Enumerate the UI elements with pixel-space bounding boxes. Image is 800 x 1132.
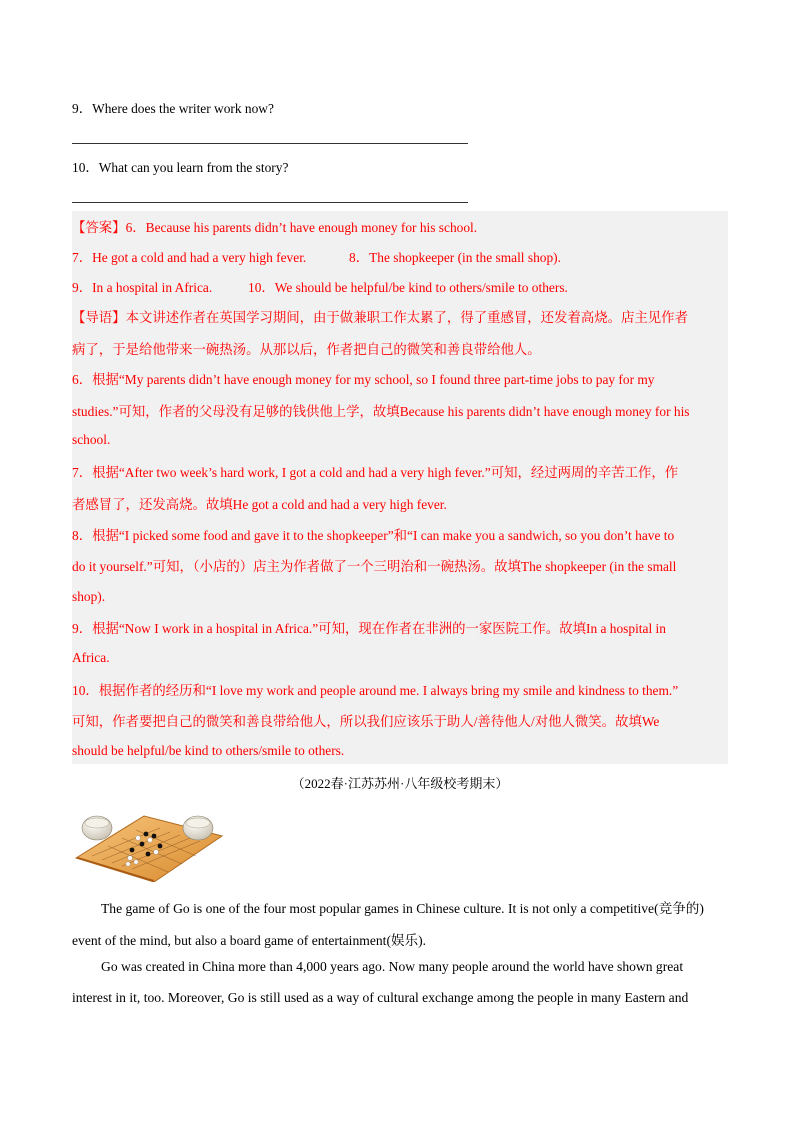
explain-line: 6．根据“My parents didn’t have enough money for my school, so I found three part-time jobs to pay for my [72,372,655,387]
answer-tag: 【答案】 [72,220,126,235]
explain-line: Africa. [72,650,110,665]
answer-line-9[interactable] [72,143,468,144]
question-9: 9．Where does the writer work now? [72,101,274,116]
answer-7: 7．He got a cold and had a very high fever. [72,250,307,265]
explain-line: 可知，作者要把自己的微笑和善良带给他人，所以我们应该乐于助人/善待他人/对他人微笑。故填We [72,714,660,729]
guide-text-1: 本文讲述作者在英国学习期间，由于做兼职工作太累了，得了重感冒，还发着高烧。店主见作者 [125,310,688,325]
explain-line: 10．根据作者的经历和“I love my work and people around me. I always bring my smile and kindness to them.” [72,683,679,698]
explain-line: should be helpful/be kind to others/smile to others. [72,743,345,758]
answer-10: 10．We should be helpful/be kind to others/smile to others. [248,280,568,295]
guide-line-2: 病了，于是给他带来一碗热汤。从那以后，作者把自己的微笑和善良带给他人。 [72,342,541,357]
answer-6: 6．Because his parents didn’t have enough money for his school. [125,220,478,235]
answer-9: 9．In a hospital in Africa. [72,280,213,295]
answer-8: 8．The shopkeeper (in the small shop). [349,250,561,265]
explain-line: school. [72,432,111,447]
explain-line: 9．根据“Now I work in a hospital in Africa.”可知，现在作者在非洲的一家医院工作。故填In a hospital in [72,621,666,636]
go-board-image [72,806,224,882]
explain-line: 7．根据“After two week’s hard work, I got a cold and had a very high fever.”可知，经过两周的辛苦工作，作 [72,465,679,480]
guide-tag: 【导语】 [72,310,126,325]
explain-line: studies.”可知，作者的父母没有足够的钱供他上学，故填Because his parents didn’t have enough money for his [72,404,690,419]
question-10: 10．What can you learn from the story? [72,160,289,175]
explain-line: shop). [72,589,106,604]
guide-line-1 [72,307,688,326]
passage-line: event of the mind, but also a board game of entertainment(娱乐). [72,933,427,948]
passage-line: interest in it, too. Moreover, Go is still used as a way of cultural exchange among the people in many Eastern and [72,990,689,1005]
explain-line: do it yourself.”可知，（小店的）店主为作者做了一个三明治和一碗热汤。故填The shopkeeper (in the small [72,559,677,574]
explain-line: 者感冒了，还发高烧。故填He got a cold and had a very high fever. [72,497,447,512]
passage-line: The game of Go is one of the four most popular games in Chinese culture. It is not only a competitive(竞争的) [101,901,704,916]
passage-line: Go was created in China more than 4,000 years ago. Now many people around the world have shown great [101,959,684,974]
answer-line-1 [72,217,477,236]
source-citation: （2022春·江苏苏州·八年级校考期末） [291,776,509,791]
answer-line-10[interactable] [72,202,468,203]
explain-line: 8．根据“I picked some food and gave it to the shopkeeper”和“I can make you a sandwich, so you don’t have to [72,528,675,543]
